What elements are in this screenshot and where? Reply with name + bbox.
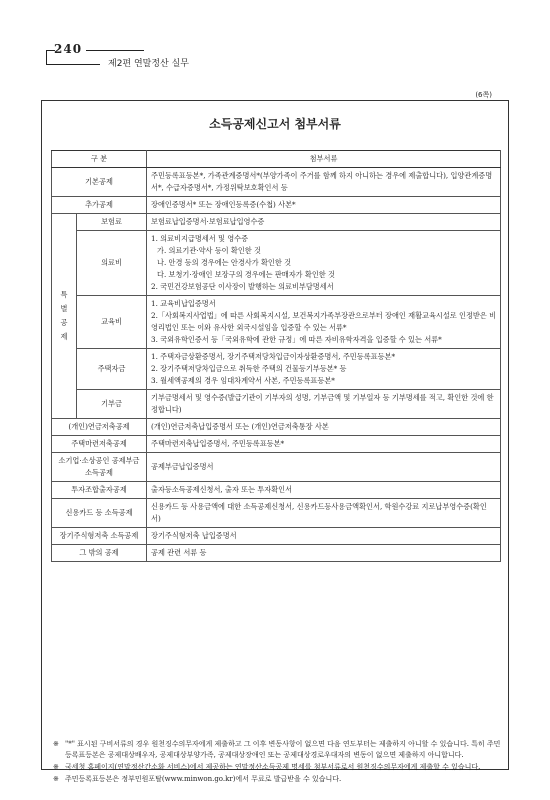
category-label: 교육비: [77, 296, 147, 349]
category-label: 소기업·소상공인 공제부금 소득공제: [52, 453, 147, 482]
table-row: [52, 545, 501, 562]
table-row: [52, 419, 501, 436]
table-row: [52, 528, 501, 545]
document-text: 3. 국외유학인증서 등「국외유학에 관한 규정」에 따른 자비유학자격을 입증할 수 있는 서류*: [151, 335, 442, 344]
category-documents: [147, 390, 501, 419]
header-category: 구 분: [52, 151, 147, 168]
table-row: [52, 214, 501, 231]
table-row: [52, 168, 501, 197]
category-label: 보험료: [77, 214, 147, 231]
category-label: 추가공제: [52, 197, 147, 214]
category-documents: [147, 296, 501, 349]
category-documents: [147, 349, 501, 390]
attachment-table: [51, 150, 501, 562]
rows-before: [52, 168, 501, 214]
footnotes: [51, 739, 501, 786]
table-row: [52, 197, 501, 214]
category-documents: [147, 214, 501, 231]
footnote: [51, 774, 501, 785]
document-text: 2. 장기주택저당차입금으로 취득한 주택의 건물등기부등본* 등: [151, 364, 347, 373]
document-text: (개인)연금저축납입증명서 또는 (개인)연금저축통장 사본: [151, 422, 329, 431]
document-text: 장기주식형저축 납입증명서: [151, 531, 237, 540]
category-documents: [147, 419, 501, 436]
category-documents: [147, 197, 501, 214]
table-row: [52, 499, 501, 528]
table-row: [52, 482, 501, 499]
table-header-row: [52, 151, 501, 168]
category-label: (개인)연금저축공제: [52, 419, 147, 436]
header-underline: [46, 64, 100, 65]
note-text: 국세청 홈페이지(연말정산간소화 서비스)에서 제공하는 연말정산소득공제 명세를 첨부서류로서 원천징수의무자에게 제출할 수 있습니다.: [65, 763, 481, 771]
form-page-note: (6쪽): [475, 91, 492, 99]
document-text: 기부금명세서 및 영수증(발급기관이 기부자의 성명, 기부금액 및 기부일자 등 기부명세를 적고, 확인한 것에 한정합니다): [151, 393, 494, 414]
document-text: 신용카드 등 사용금액에 대한 소득공제신청서, 신용카드등사용금액확인서, 학원수강료 지로납부영수증(확인서): [151, 502, 487, 523]
section-title: 제2편 연말정산 실무: [108, 59, 190, 69]
document-text: 3. 월세액공제의 경우 임대차계약서 사본, 주민등록표등본*: [151, 376, 335, 385]
form-frame: [41, 100, 509, 783]
table-row: [52, 453, 501, 482]
category-documents: [147, 436, 501, 453]
category-documents: [147, 168, 501, 197]
category-label: 신용카드 등 소득공제: [52, 499, 147, 528]
category-documents: [147, 545, 501, 562]
note-mark: ※: [53, 740, 59, 748]
special-label-char: 특: [60, 290, 68, 299]
rows-special-deduction: [52, 214, 501, 419]
category-label: 장기주식형저축 소득공제: [52, 528, 147, 545]
special-label-char: 공: [60, 318, 68, 327]
document-text: 1. 교육비납입증명서: [151, 299, 216, 308]
document-text: 보험료납입증명서·보험료납입영수증: [151, 217, 265, 226]
document-text: 출자등소득공제신청서, 출자 또는 투자확인서: [151, 485, 293, 494]
document-text: 공제 관련 서류 등: [151, 548, 207, 557]
table-row: [52, 349, 501, 390]
category-documents: [147, 453, 501, 482]
category-label: 기본공제: [52, 168, 147, 197]
page-number: 240: [54, 42, 83, 56]
category-label: 기부금: [77, 390, 147, 419]
document-text: 1. 주택자금상환증명서, 장기주택저당차입금이자상환증명서, 주민등록표등본*: [151, 352, 396, 361]
document-text: 1. 의료비지급명세서 및 영수증: [151, 234, 249, 243]
table-row: [52, 296, 501, 349]
special-label-char: 제: [60, 332, 68, 341]
note-mark: ※: [53, 763, 59, 771]
header-rule: [86, 50, 144, 51]
table-row: [52, 436, 501, 453]
header-documents: 첨부서류: [147, 151, 501, 168]
category-label: 주택마련저축공제: [52, 436, 147, 453]
special-deduction-label: [52, 214, 77, 419]
document-text: 장애인증명서* 또는 장애인등록증(수첩) 사본*: [151, 200, 296, 209]
document-text: 2. 국민건강보험공단 이사장이 발행하는 의료비부담명세서: [151, 282, 334, 291]
category-documents: [147, 499, 501, 528]
category-documents: [147, 231, 501, 296]
category-label: 주택자금: [77, 349, 147, 390]
document-text: 주택마련저축납입증명서, 주민등록표등본*: [151, 439, 285, 448]
note-text: 주민등록표등본은 정부민원포탈(www.minwon.go.kr)에서 무료로 발급받을 수 있습니다.: [65, 775, 342, 783]
footnote: [51, 762, 501, 773]
special-label-char: 별: [60, 304, 68, 313]
category-documents: [147, 482, 501, 499]
footnote: [51, 739, 501, 761]
document-title: 소득공제신고서 첨부서류: [209, 117, 341, 131]
document-text: 주민등록표등본*, 가족관계증명서*(부양가족이 주거를 함께 하지 아니하는 경우에 제출합니다), 입양관계증명서*, 수급자증명서*, 가정위탁보호확인서 등: [151, 171, 493, 192]
document-text: 2.「사회복지사업법」에 따른 사회복지시설, 보건복지가족부장관으로부터 장애인 재활교육시설로 인정받은 비영리법인 또는 이와 유사한 외국시설임을 입증할 수 있는 서류*: [151, 311, 497, 332]
table-row: [52, 231, 501, 296]
page-header: [40, 38, 510, 68]
table-row: [52, 390, 501, 419]
category-documents: [147, 528, 501, 545]
category-label: 의료비: [77, 231, 147, 296]
category-label: 그 밖의 공제: [52, 545, 147, 562]
document-text: 공제부금납입증명서: [151, 462, 214, 471]
document-text: 다. 보청기·장애인 보장구의 경우에는 판매자가 확인한 것: [157, 270, 335, 279]
note-text: "*" 표시된 구비서류의 경우 원천징수의무자에게 제출하고 그 이후 변동사항이 없으면 다음 연도부터는 제출하지 아니할 수 있습니다. 특히 주민등록표등본은 공제대상배우자, 공제대상부양가족, 공제대상장애인 또는 공제대상경로우대자의 변동이 없으면 제출하지 아니합니다.: [65, 740, 501, 759]
note-mark: ※: [53, 775, 59, 783]
category-label: 투자조합출자공제: [52, 482, 147, 499]
document-text: 나. 안경 등의 경우에는 안경사가 확인한 것: [157, 258, 292, 267]
rows-after: [52, 419, 501, 562]
document-text: 가. 의료기관·약사 등이 확인한 것: [157, 246, 261, 255]
